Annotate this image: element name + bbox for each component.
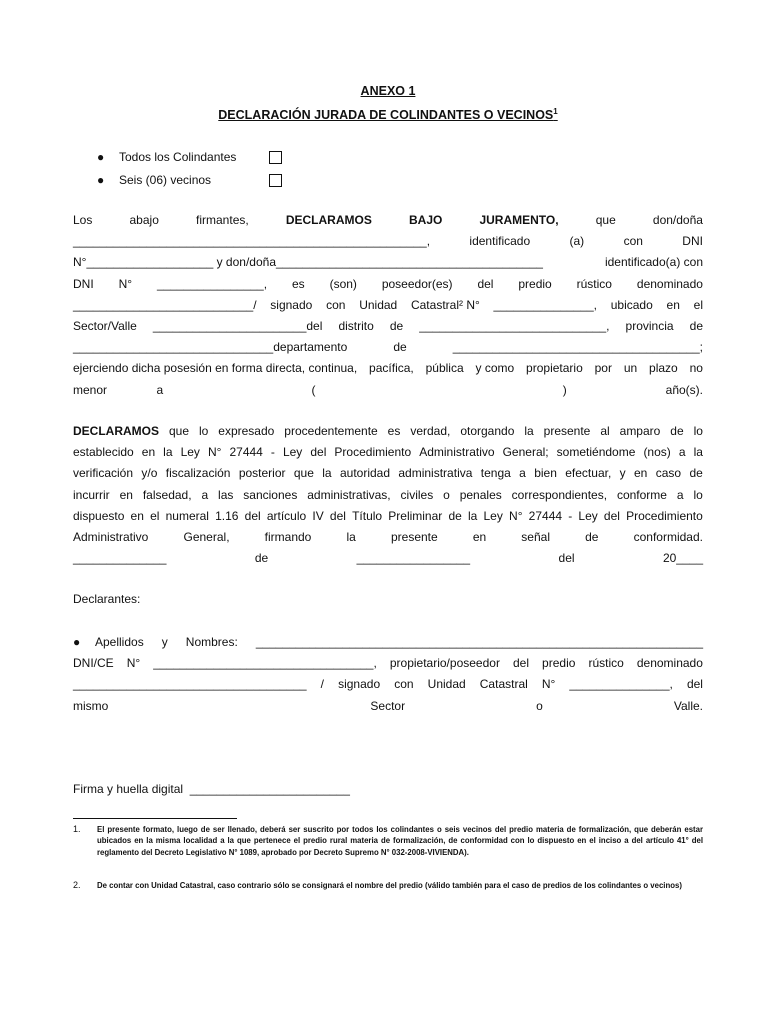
word: presente [543, 424, 591, 438]
word: signado [270, 297, 313, 312]
para1-line [73, 252, 703, 273]
word: 27444 [528, 508, 563, 523]
word: administrativa [398, 466, 473, 481]
word: por [594, 361, 612, 376]
word: N° [126, 656, 141, 671]
word: a [678, 445, 686, 460]
word: del [310, 445, 327, 460]
footnote-text: El presente formato, luego de ser llenado, deberá ser suscrito por todos los colindantes o seis vecinos del predio materia de formalización, que deberán estar ubicados en la misma localidad a la que pertenece el predio rural materia de formalización, de conformidad con lo dispuesto en el inciso a del artículo 41° del reglamento del Decreto Legislativo N° 1089, aprobado por Decreto Supremo N° 032-2008-VIVIENDA). [97, 825, 703, 857]
word: del [477, 276, 494, 291]
word: DNI/CE [73, 656, 114, 671]
word: Los [73, 213, 93, 227]
word: DNI [682, 234, 703, 249]
word: amparo [619, 424, 661, 438]
word: no [689, 361, 703, 376]
word: en [141, 445, 156, 460]
word: conforme [616, 487, 667, 502]
word: firmantes, [196, 213, 249, 227]
word: establecido [73, 445, 134, 460]
sector-valle-line: mismo Sector o Valle. [73, 698, 703, 713]
word: de [689, 318, 703, 333]
word: que [293, 466, 314, 481]
word: plazo [649, 361, 678, 376]
word: fiscalización [165, 466, 231, 481]
footnote-1 [73, 824, 703, 858]
word: del [686, 677, 703, 692]
word: verdad, [410, 424, 451, 438]
word: signado [338, 677, 381, 692]
word: identificado [469, 234, 531, 249]
word: lo [693, 487, 703, 502]
para1-line [73, 231, 703, 252]
declarantes-text: Declarantes: [73, 592, 141, 606]
bullet-icon: ● [73, 635, 81, 649]
para1-line [73, 274, 703, 295]
word: abajo [129, 213, 159, 227]
word: caso [655, 466, 682, 481]
footnote-separator [73, 818, 237, 819]
word: - [568, 508, 573, 523]
word: correspondientes, [511, 487, 608, 502]
option-label: Seis (06) vecinos [119, 173, 212, 187]
word: del [512, 656, 529, 671]
word: del [329, 508, 346, 523]
word: del [603, 508, 620, 523]
document-title-text: DECLARACIÓN JURADA DE COLINDANTES O VECINOS [218, 108, 554, 123]
word: administrativas, [307, 487, 391, 502]
footnote-number: 1. [73, 824, 81, 834]
para2-line [73, 485, 703, 506]
para1-line [73, 210, 703, 231]
word: la [322, 466, 332, 481]
word: ubicado [610, 297, 653, 312]
para2-line [73, 421, 703, 442]
word: la [524, 424, 534, 438]
word: rústico [576, 276, 612, 291]
word: predio [542, 656, 576, 671]
date-line[interactable]: ______________ de _________________ del 20____ [73, 551, 703, 566]
word: civiles [400, 487, 434, 502]
word: N° [118, 276, 133, 291]
word: Preliminar [388, 508, 443, 523]
years-line[interactable]: menor a ( ) año(s). [73, 382, 703, 397]
word: BAJO [408, 213, 443, 227]
word: Procedimiento [334, 445, 412, 460]
word: con [326, 297, 346, 312]
word: dispuesto [73, 508, 125, 523]
word: N° [541, 677, 556, 692]
word: otorgando [460, 424, 515, 438]
predio-name-field[interactable]: ___________________________________ [73, 677, 307, 692]
word: rústico [588, 656, 624, 671]
word: Ley [282, 445, 303, 460]
word: y [619, 466, 626, 481]
word: incurrir [73, 487, 110, 502]
declaramos-paragraph [73, 421, 703, 569]
word: 1.16 [215, 508, 239, 523]
word: la [693, 445, 703, 460]
para1-line [73, 337, 703, 358]
para2-line [73, 463, 703, 484]
word: pacífica, [369, 361, 414, 376]
word: sometiéndome [556, 445, 636, 460]
declarante-line [73, 674, 703, 695]
footnote-number: 2. [73, 880, 81, 890]
footnote-ref-1: 1 [553, 107, 558, 116]
word: es [291, 276, 305, 291]
para1-line [73, 295, 703, 316]
word: en [666, 297, 680, 312]
word: General; [502, 445, 549, 460]
word: Catastral² N° [410, 297, 480, 312]
word: poseedor(es) [381, 276, 453, 291]
word: lo [198, 424, 209, 438]
word: (nos) [643, 445, 671, 460]
word: en [634, 466, 648, 481]
word: Procedimiento [626, 508, 703, 523]
word: JURAMENTO, [479, 213, 559, 227]
para2-line [73, 442, 703, 463]
word: Ley [578, 508, 598, 523]
word: de [670, 424, 684, 438]
word: del [244, 508, 261, 523]
word: la [163, 445, 173, 460]
word: posterior [238, 466, 286, 481]
footnote-2 [73, 880, 703, 891]
word: al [600, 424, 610, 438]
checkbox-seis-vecinos[interactable] [269, 174, 282, 187]
word: autoridad [339, 466, 391, 481]
declaration-paragraph [73, 210, 703, 401]
word: Catastral [479, 677, 528, 692]
word: que [168, 424, 189, 438]
dni-ce-field[interactable]: _________________________________, [153, 656, 377, 671]
document-title [73, 107, 703, 122]
word: que [595, 213, 616, 227]
word: (a) [569, 234, 585, 249]
para1-line [73, 358, 703, 379]
word: denominado [636, 276, 703, 291]
apellidos-nombres-field[interactable]: Apellidos y Nombres: ___________________________________________________________________ [95, 635, 703, 649]
catastral-field[interactable]: _______________, [569, 677, 673, 692]
word: las [218, 487, 234, 502]
dni-and-name-blank[interactable]: N°___________________ y don/doña________________________________________ [73, 255, 543, 270]
word: / [320, 677, 325, 692]
word: procedentemente [284, 424, 378, 438]
word: denominado [636, 656, 703, 671]
option-label: Todos los Colindantes [119, 150, 237, 164]
declarante-line [73, 653, 703, 674]
word: pública [425, 361, 464, 376]
word: DECLARAMOS [285, 213, 372, 227]
word: don/doña [652, 213, 703, 227]
word: N° [509, 508, 523, 523]
option-seis-vecinos [97, 173, 211, 187]
bullet-icon: ● [97, 173, 105, 187]
word: el [693, 297, 703, 312]
word: en [119, 487, 133, 502]
word: lo [693, 424, 703, 438]
word: Unidad [359, 297, 398, 312]
word: Unidad [427, 677, 466, 692]
word: Título [352, 508, 383, 523]
word: el [150, 508, 160, 523]
word: y como [475, 361, 515, 376]
word: - [270, 445, 275, 460]
word: expresado [218, 424, 275, 438]
word: Ley [483, 508, 503, 523]
para1-line [73, 316, 703, 337]
word: y/o [141, 466, 158, 481]
provincia-blank[interactable]: ______________________________departamento [73, 340, 348, 355]
word: con [394, 677, 414, 692]
word: a [201, 487, 209, 502]
dni-blank[interactable]: ________________, [156, 276, 268, 291]
word: falsedad, [142, 487, 192, 502]
word: a [519, 466, 526, 481]
word: la [467, 508, 478, 523]
declarantes-label [73, 589, 703, 610]
checkbox-todos-colindantes[interactable] [269, 151, 282, 164]
word: DNI [73, 276, 94, 291]
footnote-text: De contar con Unidad Catastral, caso contrario sólo se consignará el nombre del predio (válido también para el caso de predios de los colindantes o vecinos) [97, 881, 682, 890]
word: predio [518, 276, 552, 291]
word: provincia [625, 318, 674, 333]
word: bien [534, 466, 557, 481]
catastral-blank[interactable]: _______________, [493, 297, 597, 312]
bullet-icon: ● [97, 150, 105, 164]
declarante-block [73, 632, 703, 717]
predio-blank[interactable]: ___________________________/ [73, 297, 257, 312]
name-blank[interactable]: _____________________________________________________, [73, 234, 431, 249]
word: penales [459, 487, 502, 502]
word: ejerciendo dicha posesión en forma directa, continua, [73, 361, 358, 376]
word: Administrativo [419, 445, 495, 460]
word: a [676, 487, 684, 502]
word: Sector/Valle [73, 318, 137, 333]
word: propietario [526, 361, 583, 376]
word: tenga [480, 466, 511, 481]
word: identificado(a) con [604, 255, 703, 270]
word: numeral [165, 508, 209, 523]
word: Ley [180, 445, 200, 460]
firma-huella-field[interactable]: Firma y huella digital ________________________ [73, 782, 350, 796]
signature-block [73, 779, 703, 800]
apellidos-line [73, 632, 703, 653]
word: 27444 [229, 445, 263, 460]
para2-last-line: Administrativo General, firmando la presente en señal de conformidad. [73, 529, 703, 544]
annex-title: ANEXO 1 [360, 84, 416, 98]
word: efectuar, [565, 466, 612, 481]
word: IV [312, 508, 324, 523]
word: de [389, 318, 404, 333]
word: verificación [73, 466, 134, 481]
sector-blank[interactable]: _______________________del [152, 318, 323, 333]
word: distrito [338, 318, 374, 333]
word: de [393, 340, 407, 355]
word: DECLARAMOS [73, 424, 159, 438]
para2-line [73, 506, 703, 527]
word: N° [207, 445, 222, 460]
word: sanciones [243, 487, 298, 502]
departamento-blank[interactable]: _____________________________________; [452, 340, 703, 355]
word: (son) [329, 276, 357, 291]
word: de [448, 508, 462, 523]
word: de [689, 466, 703, 481]
word: o [443, 487, 450, 502]
word: artículo [266, 508, 307, 523]
word: en [130, 508, 144, 523]
distrito-blank[interactable]: ____________________________, [419, 318, 610, 333]
word: con [623, 234, 643, 249]
word: un [623, 361, 638, 376]
word: es [387, 424, 401, 438]
word: propietario/poseedor [389, 656, 500, 671]
option-todos-colindantes [97, 150, 236, 164]
